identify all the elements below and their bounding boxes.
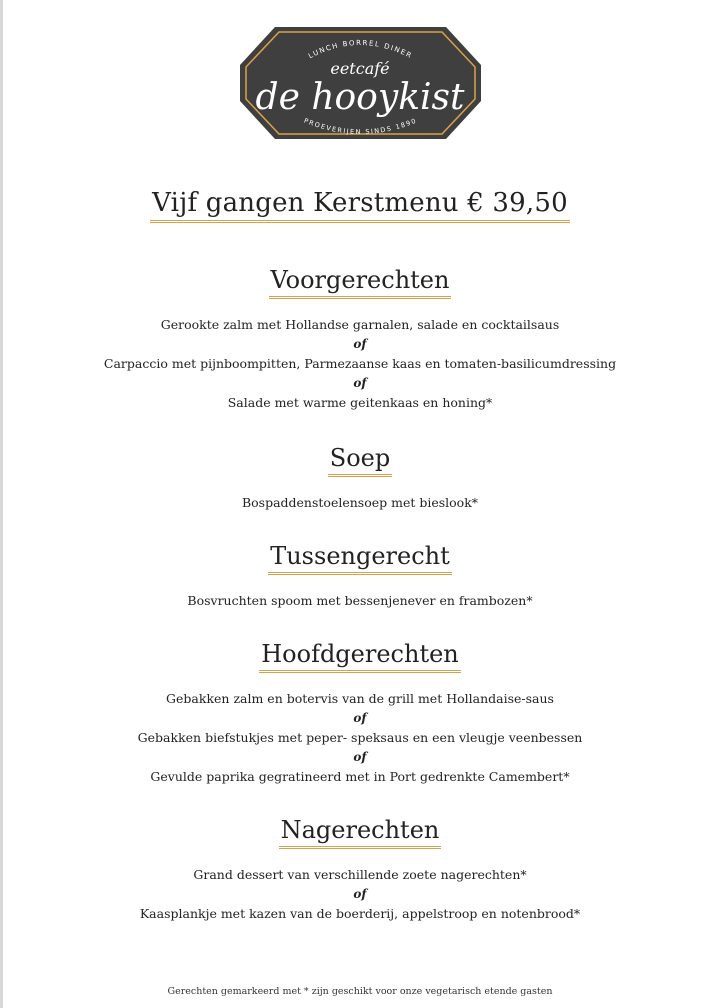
section-heading-text: Tussengerecht	[268, 542, 452, 575]
or-separator: of	[353, 886, 367, 901]
section-nagerechten	[0, 816, 720, 924]
dish-item: Bospaddenstoelensoep met bieslook*	[241, 495, 479, 510]
dish-item: Bosvruchten spoom met bessenjenever en frambozen*	[187, 593, 533, 608]
dish-item: Kaasplankje met kazen van de boerderij, appelstroop en notenbrood*	[139, 906, 581, 921]
logo-name: de hooykist	[255, 77, 465, 118]
or-separator: of	[353, 749, 367, 764]
dish-list	[0, 591, 720, 611]
logo-bottom-text: PROEVERIJEN SINDS 1890	[302, 116, 419, 137]
menu-title-text: Vijf gangen Kerstmenu € 39,50	[150, 188, 570, 223]
section-voorgerechten	[0, 266, 720, 413]
menu-title	[0, 188, 720, 223]
vegetarian-footnote: Gerechten gemarkeerd met * zijn geschikt voor onze vegetarisch etende gasten	[167, 986, 553, 997]
section-heading-text: Voorgerechten	[269, 266, 452, 299]
logo-top-text: LUNCH BORREL DINER	[307, 38, 414, 61]
section-tussengerecht	[0, 542, 720, 611]
section-heading	[269, 266, 452, 299]
dish-item: Gebakken biefstukjes met peper- speksaus en een vleugje veenbessen	[137, 730, 583, 745]
section-heading	[279, 816, 442, 849]
or-separator: of	[353, 710, 367, 725]
dish-item: Gerookte zalm met Hollandse garnalen, salade en cocktailsaus	[160, 317, 560, 332]
section-heading-text: Soep	[328, 444, 392, 477]
dish-list	[0, 865, 720, 924]
dish-item: Salade met warme geitenkaas en honing*	[227, 395, 493, 410]
dish-item: Carpaccio met pijnboompitten, Parmezaanse kaas en tomaten-basilicumdressing	[103, 356, 617, 371]
section-soep	[0, 444, 720, 513]
dish-list	[0, 315, 720, 413]
section-heading	[268, 542, 452, 575]
section-heading	[259, 640, 461, 673]
logo-badge	[239, 25, 482, 141]
or-separator: of	[353, 375, 367, 390]
or-separator: of	[353, 336, 367, 351]
dish-item: Gevulde paprika gegratineerd met in Port gedrenkte Camembert*	[150, 769, 570, 784]
section-heading-text: Hoofdgerechten	[259, 640, 461, 673]
dish-list	[0, 689, 720, 787]
section-heading-text: Nagerechten	[279, 816, 442, 849]
dish-list	[0, 493, 720, 513]
logo-small-name: eetcafé	[330, 59, 390, 78]
dish-item: Grand dessert van verschillende zoete nagerechten*	[193, 867, 527, 882]
restaurant-logo	[239, 25, 482, 141]
section-heading	[328, 444, 392, 477]
dish-item: Gebakken zalm en botervis van de grill met Hollandaise-saus	[166, 691, 554, 706]
section-hoofdgerechten	[0, 640, 720, 787]
